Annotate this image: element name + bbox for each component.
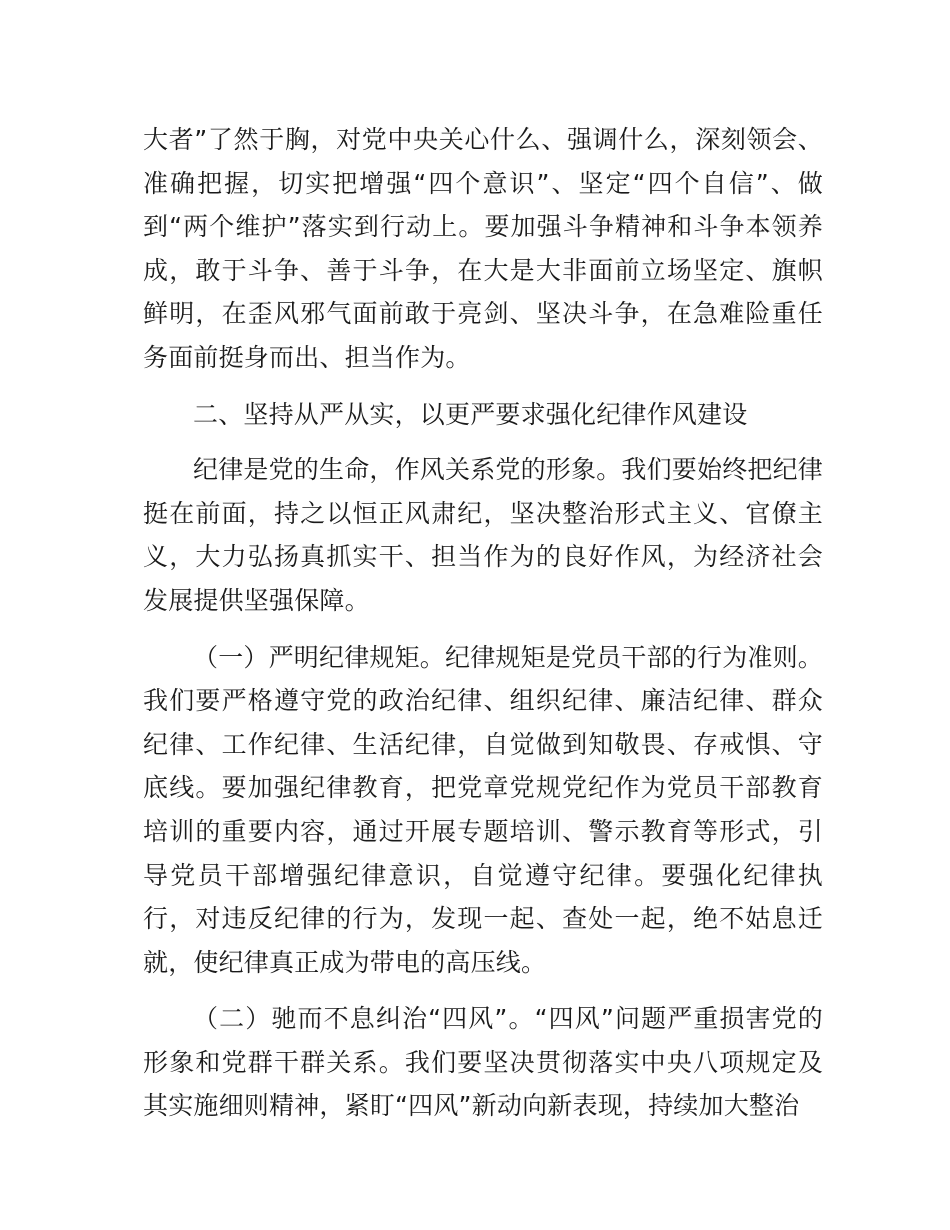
section-heading: 二、坚持从严从实，以更严要求强化纪律作风建设 bbox=[193, 399, 748, 429]
paragraph-discipline-rules: （一）严明纪律规矩。纪律规矩是党员干部的行为准则。我们要严格遵守党的政治纪律、组织纪律、廉洁纪律、群众纪律、工作纪律、生活纪律，自觉做到知敬畏、存戒惧、守底线。要加强纪律教育，把党章党规党纪作为党员干部教育培训的重要内容，通过开展专题培训、警示教育等形式，引导党员干部增强纪律意识，自觉遵守纪律。要强化纪律执行，对违反纪律的行为，发现一起、查处一起，绝不姑息迁就，使纪律真正成为带电的高压线。 bbox=[143, 642, 824, 977]
paragraph-intro: 纪律是党的生命，作风关系党的形象。我们要始终把纪律挺在前面，持之以恒正风肃纪，坚决整治形式主义、官僚主义，大力弘扬真抓实干、担当作为的良好作风，为经济社会发展提供坚强保障。 bbox=[143, 455, 824, 615]
document-body bbox=[143, 118, 823, 1128]
paragraph-continuation: 大者”了然于胸，对党中央关心什么、强调什么，深刻领会、准确把握，切实把增强“四个意识”、坚定“四个自信”、做到“两个维护”落实到行动上。要加强斗争精神和斗争本领养成，敢于斗争、善于斗争，在大是大非面前立场坚定、旗帜鲜明，在歪风邪气面前敢于亮剑、坚决斗争，在急难险重任务面前挺身而出、担当作为。 bbox=[143, 125, 823, 372]
paragraph-four-winds: （二）驰而不息纠治“四风”。“四风”问题严重损害党的形象和党群干群关系。我们要坚决贯彻落实中央八项规定及其实施细则精神，紧盯“四风”新动向新表现，持续加大整治 bbox=[143, 1004, 823, 1121]
